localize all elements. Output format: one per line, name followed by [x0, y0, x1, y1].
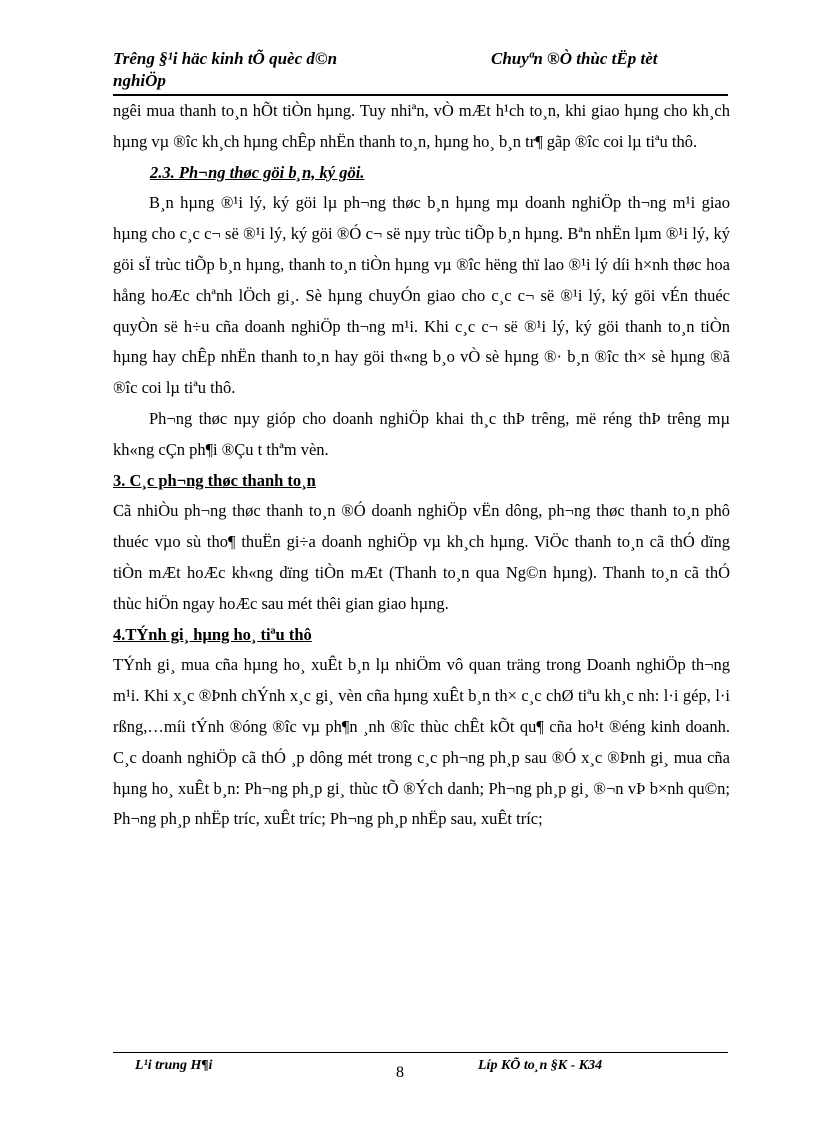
paragraph-4: Cã nhiÒu ph¬ng thøc thanh to¸n ®Ó doanh nghiÖp vËn dông, ph¬ng thøc thanh to¸n phô thuéc vµo sù tho¶ thuËn gi÷a doanh nghiÖp vµ kh¸ch hµng. ViÖc thanh to¸n cã thÓ dïng tiÒn mÆt hoÆc kh«ng dïng tiÒn mÆt (Thanh to¸n qua Ng©n hµng). Thanh to¸n cã thÓ thùc hiÖn ngay hoÆc sau mét thêi gian giao hµng. — [113, 501, 730, 613]
footer-author: L¹i trung H¶i — [135, 1058, 213, 1073]
paragraph-1: ngêi mua thanh to¸n hÕt tiÒn hµng. Tuy nhiªn, vÒ mÆt h¹ch to¸n, khi giao hµng cho kh¸ch hµng vµ ®îc kh¸ch hµng chÊp nhËn thanh to¸n, hµng ho¸ b¸n tr¶ gãp ®îc coi lµ tiªu thô. — [113, 101, 730, 151]
paragraph-5: TÝnh gi¸ mua cña hµng ho¸ xuÊt b¸n lµ nhiÖm vô quan träng trong Doanh nghiÖp th¬ng m¹i. Khi x¸c ®Þnh chÝnh x¸c gi¸ vèn cña hµng xuÊt b¸n th× c¸c chØ tiªu kh¸c nh: l·i gép, l·i rßng,…míi tÝnh ®óng ®îc vµ ph¶n ¸nh ®îc thùc chÊt kÕt qu¶ cña ho¹t ®éng kinh doanh. C¸c doanh nghiÖp cã thÓ ¸p dông mét trong c¸c ph¬ng ph¸p sau ®Ó x¸c ®Þnh gi¸ mua cña hµng ho¸ xuÊt b¸n: Ph¬ng ph¸p gi¸ thùc tÕ ®Ých danh; Ph¬ng ph¸p gi¸ ®¬n vÞ b×nh qu©n; Ph¬ng ph¸p nhËp tríc, xuÊt tríc; Ph¬ng ph¸p nhËp sau, xuÊt tríc; — [113, 655, 730, 829]
footer-class: Líp KÕ to¸n §K - K34 — [478, 1058, 603, 1073]
section-heading-2-3: 2.3. Ph¬ng thøc göi b¸n, ký göi. — [150, 162, 365, 182]
section-heading-4: 4.TÝnh gi¸ hµng ho¸ tiªu thô — [113, 624, 312, 644]
header-school-line2: nghiÖp — [113, 71, 166, 90]
header-report-title: Chuyªn ®Ò thùc tËp tèt — [491, 49, 658, 68]
section-heading-3: 3. C¸c ph¬ng thøc thanh to¸n — [113, 470, 316, 490]
paragraph-3: Ph¬ng thøc nµy gióp cho doanh nghiÖp khai th¸c thÞ trêng, më réng thÞ trêng mµ kh«ng cÇn ph¶i ®Çu t thªm vèn. — [113, 408, 730, 459]
paragraph-2: B¸n hµng ®¹i lý, ký göi lµ ph¬ng thøc b¸n hµng mµ doanh nghiÖp th¬ng m¹i giao hµng cho c¸c c¬ së ®¹i lý, ký göi ®Ó c¬ së nµy trùc tiÕp b¸n hµng. Bªn nhËn lµm ®¹i lý, ký göi sÏ trùc tiÕp b¸n hµng, thanh to¸n tiÒn hµng vµ ®îc hëng thï lao ®¹i lý díi h×nh thøc hoa hång hoÆc chªnh lÖch gi¸. Sè hµng chuyÓn giao cho c¸c c¬ së ®¹i lý, ký göi vÉn thuéc quyÒn së h÷u cña doanh nghiÖp th¬ng m¹i. Khi c¸c c¬ së ®¹i lý, ký göi thanh to¸n tiÒn hµng hay chÊp nhËn thanh to¸n hay göi th«ng b¸o vÒ sè hµng ®· b¸n ®îc th× sè hµng ®ã ®îc coi lµ tiªu thô. — [113, 193, 730, 398]
header-school-line1: Trêng §¹i häc kinh tÕ quèc d©n — [113, 49, 338, 68]
footer-rule — [113, 1052, 728, 1053]
page-number: 8 — [396, 1064, 404, 1081]
page-header — [113, 48, 728, 96]
page-body — [113, 96, 730, 835]
header-school — [113, 48, 453, 92]
